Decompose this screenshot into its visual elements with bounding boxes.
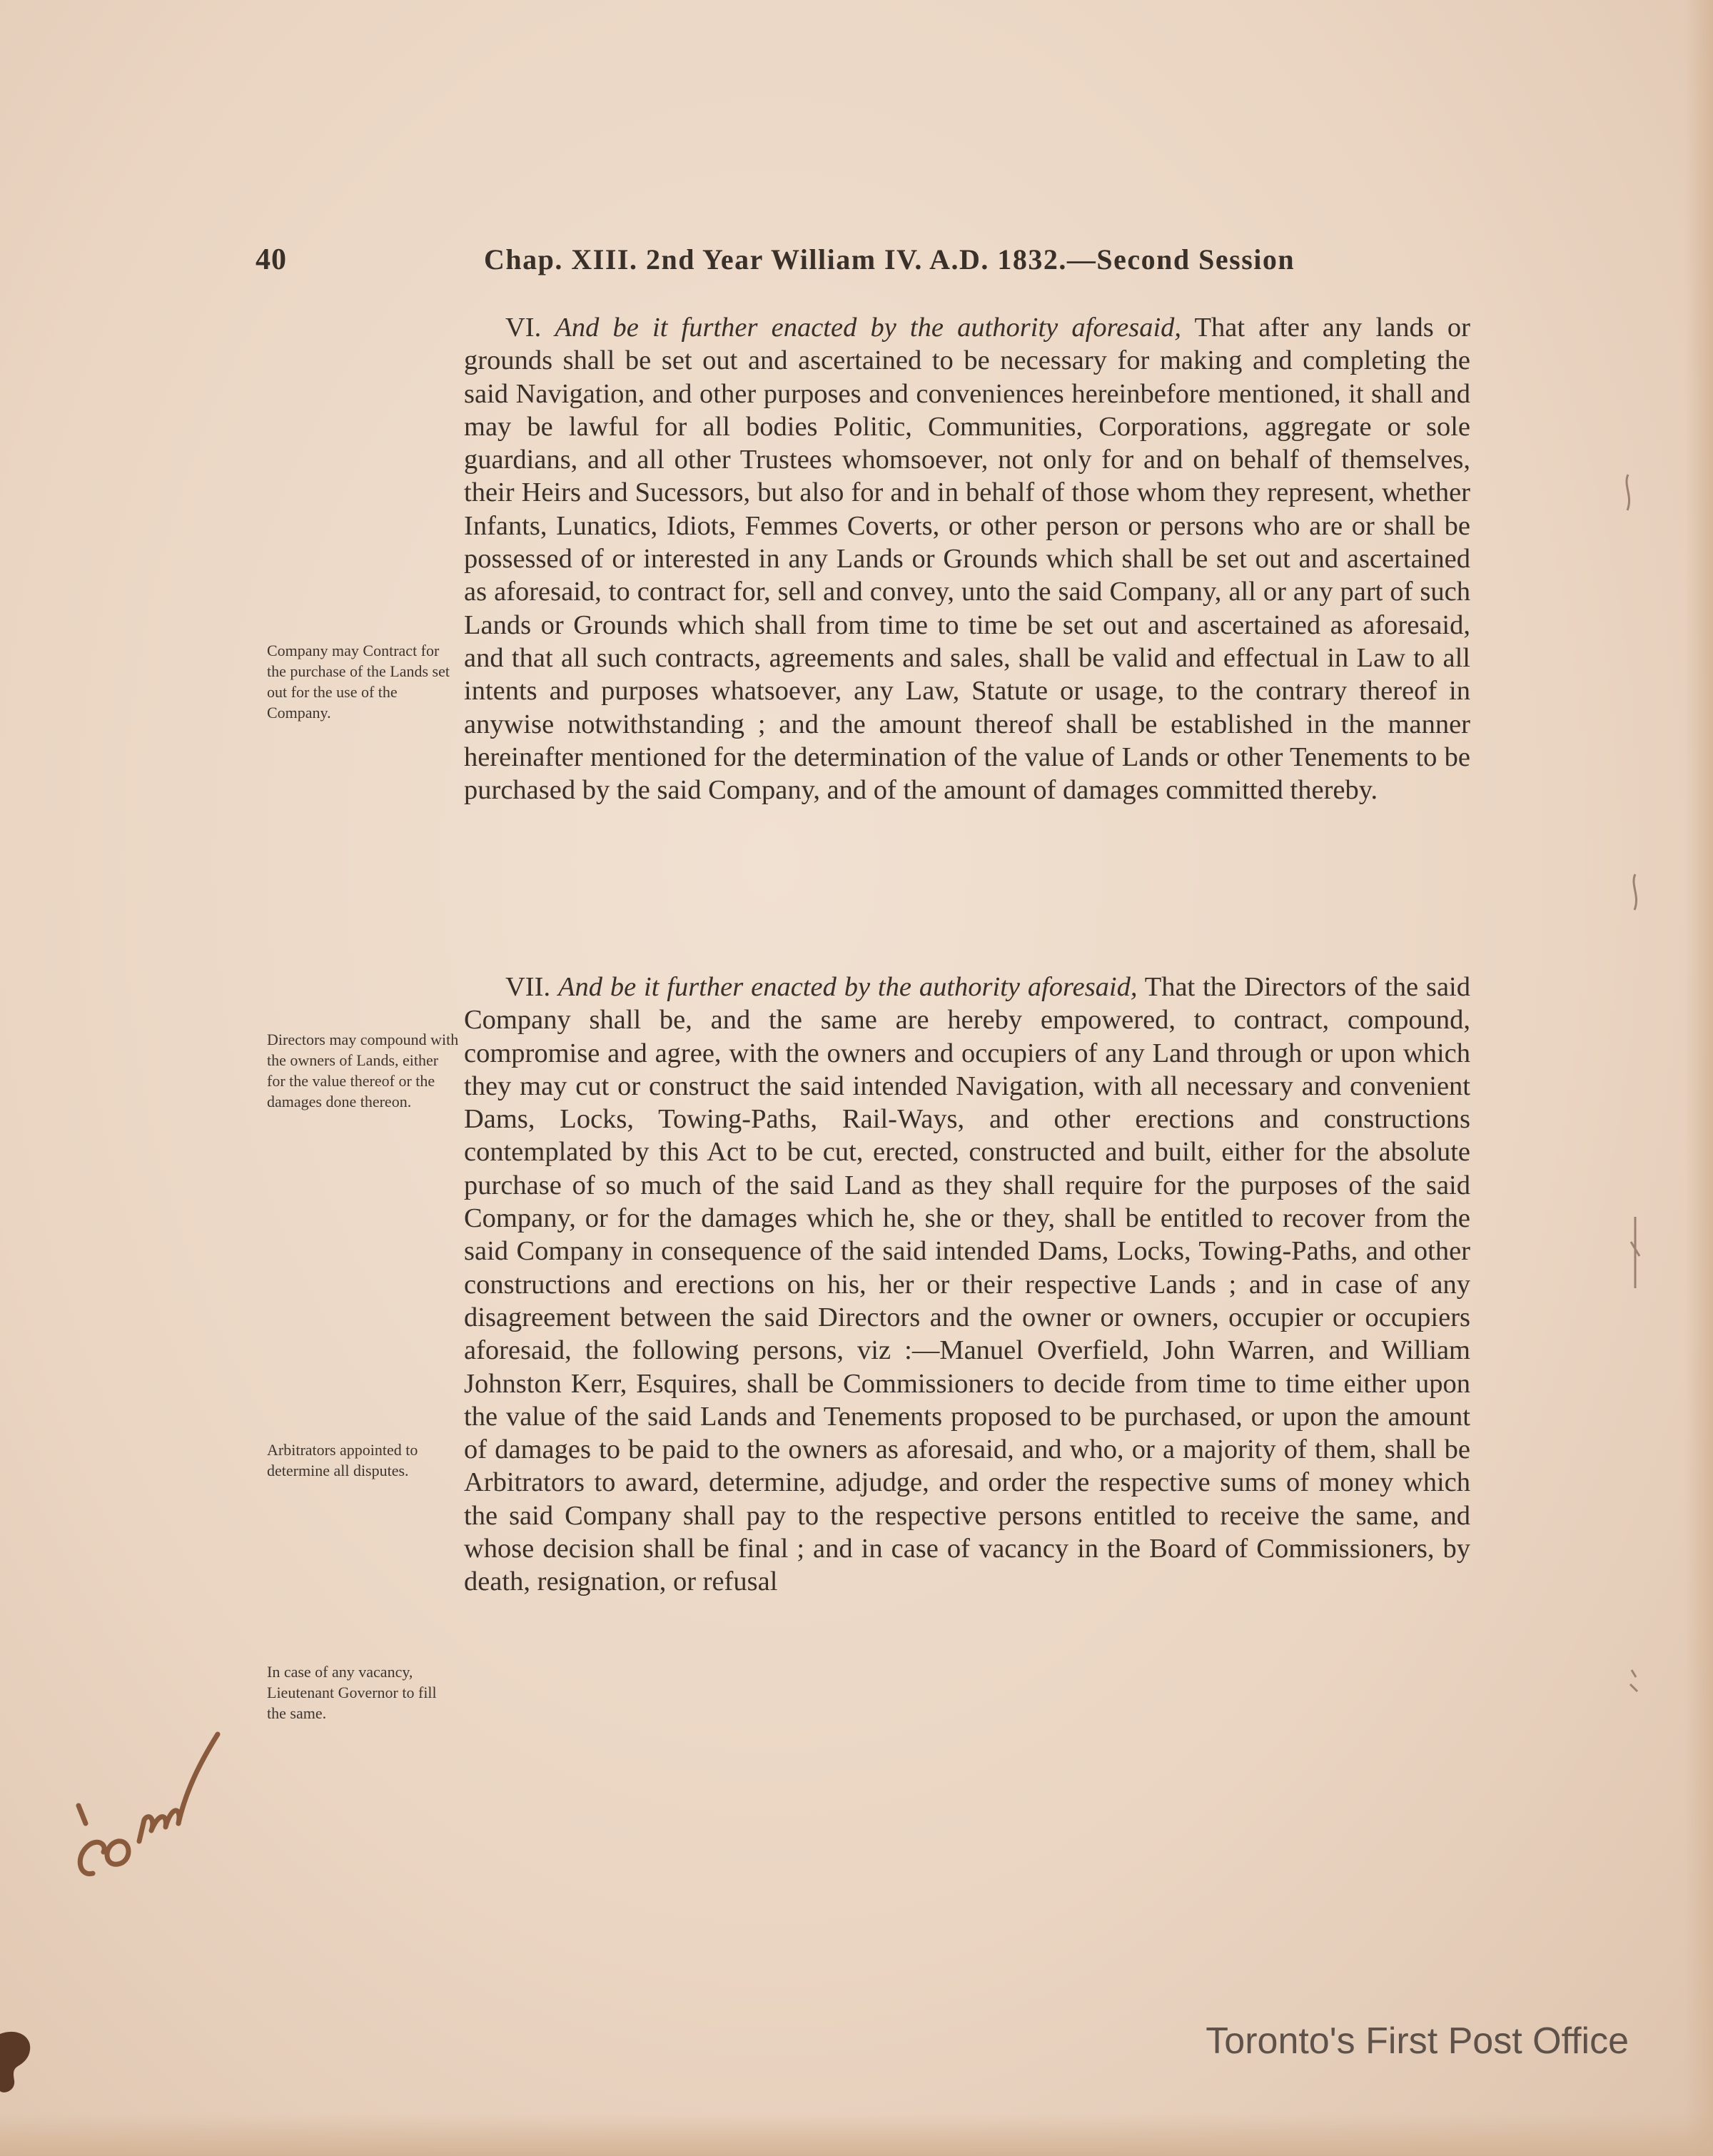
page-header: [256, 243, 1426, 285]
page-number: 40: [256, 243, 287, 276]
paper-blemish: [1620, 471, 1636, 514]
section-paragraph: [464, 971, 1470, 1599]
page-edge-shading: [1684, 0, 1713, 2156]
page-edge-shading-bottom: [0, 2113, 1713, 2156]
section-number: VI.: [505, 313, 542, 343]
paper-blemish: [1626, 1663, 1642, 1706]
section-text: That after any lands or grounds shall be set out and ascertained to be necessary for making and completing the said Navigation, and other purposes and conveniences hereinbefore mentioned, it shall and may be lawful for all bodies Politic, Communities, Corporations, aggregate or sole guardians, and all other Trustees whomsoever, not only for and on behalf of themselves, their Heirs and Sucessors, but also for and in behalf of those whom they represent, whether Infants, Lunatics, Idiots, Femmes Coverts, or other person or persons who are or shall be possessed of or interested in any Lands or Grounds which shall be set out and ascertained as aforesaid, to contract for, sell and convey, unto the said Company, all or any part of such Lands or Grounds which shall from time to time be set out and ascertained as aforesaid, and that all such contracts, agreements and sales, shall be valid and effectual in Law to all intents and purposes whatsoever, any Law, Statute or usage, to the contrary thereof in anywise notwithstanding ; and the amount thereof shall be established in the manner hereinafter mentioned for the determination of the value of Lands or other Tenements to be purchased by the said Company, and of the amount of damages committed thereby.: [464, 313, 1470, 806]
section-text: That the Directors of the said Company shall be, and the same are hereby empowered, to contract, compound, compromise and agree, with the owners and occupiers of any Land through or upon which they may cut or construct the said intended Navigation, with all necessary and convenient Dams, Locks, Towing-Paths, Rail-Ways, and other erections and constructions contemplated by this Act to be cut, erected, constructed and built, either for the absolute purchase of so much of the said Land as they shall require for the purposes of the said Company, or for the damages which he, she or they, shall be entitled to recover from the said Company in consequence of the said intended Dams, Locks, Towing-Paths, and other constructions and erections on his, her or their respective Lands ; and in case of any disagreement between the said Directors and the owner or owners, occupier or occupiers aforesaid, the following persons, viz :—Manuel Overfield, John Warren, and William Johnston Kerr, Esquires, shall be Commissioners to decide from time to time either upon the value of the said Lands and Tenements proposed to be purchased, or upon the amount of damages to be paid to the owners as aforesaid, and who, or a majority of them, shall be Arbitrators to award, determine, adjudge, and order the respective sums of money which the said Company shall pay to the respective persons entitled to receive the same, and whose decision shall be final ; and in case of vacancy in the Board of Commissioners, by death, resignation, or refusal: [464, 972, 1470, 1597]
section-vi: [464, 311, 1470, 806]
paper-blemish: [1627, 871, 1643, 913]
margin-note: In case of any vacancy, Lieutenant Governor to fill the same.: [267, 1663, 437, 1722]
section-vii: [464, 971, 1470, 1599]
margin-note: Directors may compound with the owners of Lands, either for the value thereof or the damages done thereon.: [267, 1031, 459, 1110]
enacting-clause: And be it further enacted by the authority aforesaid,: [555, 313, 1182, 343]
section-paragraph: [464, 311, 1470, 806]
handwritten-annotation: [64, 1699, 236, 1913]
running-head: Chap. XIII. 2nd Year William IV. A.D. 1832.—Second Session: [484, 243, 1295, 275]
margin-note: Arbitrators appointed to determine all disputes.: [267, 1441, 418, 1479]
margin-note: Company may Contract for the purchase of the Lands set out for the use of the Company.: [267, 642, 450, 722]
watermark: Toronto's First Post Office: [1206, 2020, 1629, 2062]
section-number: VII.: [505, 972, 551, 1002]
ink-stain: [0, 2013, 43, 2098]
paper-blemish: [1627, 1213, 1643, 1292]
enacting-clause: And be it further enacted by the authority aforesaid,: [557, 972, 1138, 1002]
